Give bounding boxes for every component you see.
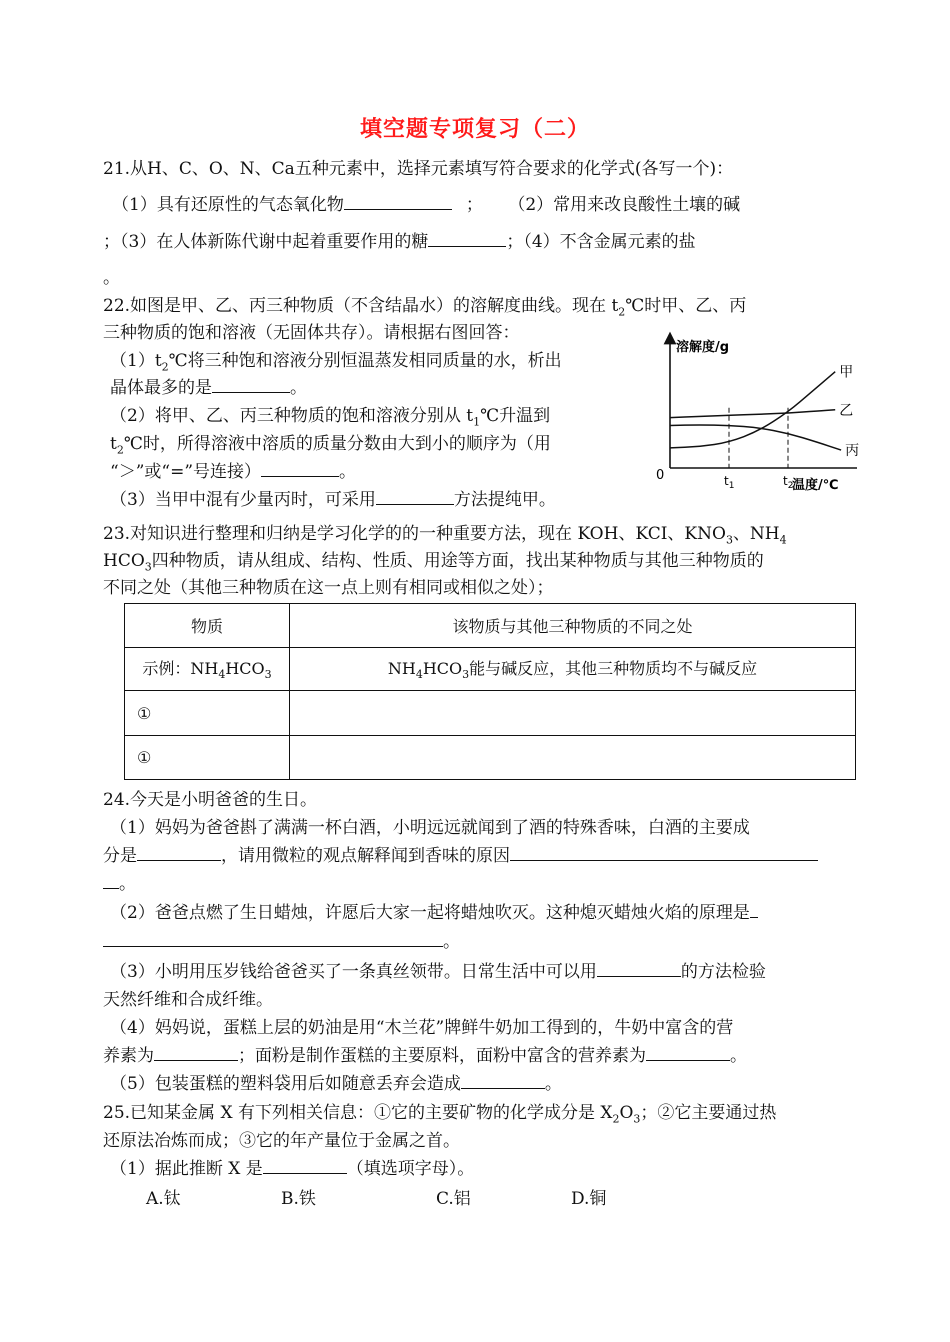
page-title: 填空题专项复习（二） <box>359 117 590 142</box>
q25-sub2: 3 <box>633 1112 641 1126</box>
q25-text-b: O <box>619 1103 634 1123</box>
option-a[interactable]: A.钛 <box>146 1189 181 1209</box>
example-substance: 示例：$NH_4HCO_3$ <box>125 648 290 691</box>
q22-p2-line1 <box>110 404 550 434</box>
origin-label: 0 <box>656 468 665 483</box>
q21-semicolon: ； <box>465 195 483 215</box>
q22-p1-line2 <box>110 376 307 400</box>
q22-p3-b: 方法提纯甲。 <box>453 490 556 510</box>
q24-blank2[interactable] <box>510 844 818 861</box>
q22-p2-d: ℃时，所得溶液中溶质的质量分数由大到小的顺序为（用 <box>123 434 551 454</box>
q24-p1-line3 <box>103 872 136 896</box>
series-line-2 <box>670 410 835 418</box>
q22-p2-a: （2）将甲、乙、丙三种物质的饱和溶液分别从 t <box>110 406 474 426</box>
q25-text-c: ；②它主要通过热 <box>640 1103 777 1123</box>
option-c[interactable]: C.铝 <box>436 1189 471 1209</box>
q21-stem: 21.从H、C、O、N、Ca五种元素中，选择元素填写符合要求的化学式(各写一个)： <box>103 159 734 179</box>
q25-options <box>146 1187 606 1211</box>
x-axis-label: 温度/℃ <box>792 478 839 493</box>
q25-line1 <box>103 1101 776 1131</box>
q21-blank1[interactable] <box>344 193 452 210</box>
table-row <box>125 691 856 736</box>
q22-p2-line2 <box>110 432 551 462</box>
q25-p1-line <box>110 1157 474 1181</box>
q24-blank1[interactable] <box>137 844 221 861</box>
q23-sub3: 3 <box>144 560 152 574</box>
q22-sub: 2 <box>618 305 626 319</box>
q22-p1-b: ℃将三种饱和溶液分别恒温蒸发相同质量的水，析出 <box>168 351 562 371</box>
q22-blank3[interactable] <box>376 488 454 505</box>
q25-blank1[interactable] <box>263 1157 347 1174</box>
q24-p4-line2 <box>103 1044 747 1068</box>
q24-p2-a: （2）爸爸点燃了生日蜡烛，许愿后大家一起将蜡烛吹灭。这种熄灭蜡烛火焰的原理是 <box>110 903 750 923</box>
q24-blank4[interactable] <box>597 960 681 977</box>
q24-p3-b: 的方法检验 <box>680 962 766 982</box>
q22-blank1[interactable] <box>212 376 290 393</box>
q24-p3-a: （3）小明用压岁钱给爸爸买了一条真丝领带。日常生活中可以用 <box>110 962 597 982</box>
q24-blank2-cont[interactable] <box>103 872 119 889</box>
q24-p4-d: 。 <box>730 1046 747 1066</box>
q24-p2-line1 <box>110 901 758 925</box>
q21-line1 <box>112 193 740 217</box>
q21-line2 <box>103 230 696 254</box>
q24-blank5[interactable] <box>154 1044 238 1061</box>
q22-p3-a: （3）当甲中混有少量丙时，可采用 <box>110 490 376 510</box>
q24-p3-line1 <box>110 960 766 984</box>
series-label-2: 乙 <box>839 402 854 419</box>
header-substance: 物质 <box>125 604 290 648</box>
q24-blank7[interactable] <box>461 1072 545 1089</box>
series-label-3: 丙 <box>845 443 860 460</box>
q21-blank2[interactable] <box>428 230 506 247</box>
q21-part4-text: ；（4）不含金属元素的盐 <box>506 232 696 252</box>
q24-blank3[interactable] <box>750 901 758 918</box>
row2-difference[interactable] <box>290 736 856 780</box>
table-header-row <box>125 604 856 648</box>
row1-substance[interactable]: ① <box>125 691 290 736</box>
q21-part1-text: （1）具有还原性的气态氧化物 <box>112 195 344 215</box>
q22-p2-sub: 1 <box>473 415 481 429</box>
q23-line1 <box>103 522 787 552</box>
q24-p1-c: ，请用微粒的观点解释闻到香味的原因 <box>221 846 510 866</box>
q22-p1-a: （1）t <box>110 351 162 371</box>
q23-text-a: 23.对知识进行整理和归纳是学习化学的的一种重要方法，现在 KOH、KCI、KNO <box>103 524 726 544</box>
q23-sub1: 3 <box>725 533 733 547</box>
series-line-1 <box>670 372 835 448</box>
q25-line2: 还原法冶炼而成；③它的年产量位于金属之首。 <box>103 1131 460 1151</box>
solubility-chart <box>652 326 867 496</box>
option-d[interactable]: D.铜 <box>571 1189 607 1209</box>
q24-p4-line1: （4）妈妈说，蛋糕上层的奶油是用“木兰花”牌鲜牛奶加工得到的，牛奶中富含的营 <box>110 1018 734 1038</box>
q24-p5-a: （5）包装蛋糕的塑料袋用后如随意丢弃会造成 <box>110 1074 461 1094</box>
q22-text-b: ℃时甲、乙、丙 <box>625 296 747 316</box>
header-difference: 该物质与其他三种物质的不同之处 <box>290 604 856 648</box>
q24-p1-d: 。 <box>119 874 136 894</box>
q22-p2-b: ℃升温到 <box>480 406 551 426</box>
option-b[interactable]: B.铁 <box>281 1189 316 1209</box>
q23-text-d: 四种物质，请从组成、结构、性质、用途等方面，找出某种物质与其他三种物质的 <box>151 551 764 571</box>
q22-p2-e: “＞”或“=”号连接） <box>110 462 262 482</box>
q23-line3: 不同之处（其他三种物质在这一点上则有相同或相似之处）； <box>103 578 554 598</box>
q23-table <box>124 603 856 780</box>
q22-p1-d: 。 <box>290 378 307 398</box>
q24-p1-b: 分是 <box>103 846 137 866</box>
q22-p2-line3 <box>110 460 356 484</box>
q24-stem: 24.今天是小明爸爸的生日。 <box>103 790 318 810</box>
example-difference: $NH_4HCO_3$能与碱反应，其他三种物质均不与碱反应 <box>290 648 856 691</box>
q21-part2-text: （2）常用来改良酸性土壤的碱 <box>516 195 741 215</box>
q21-line3: 。 <box>103 268 120 288</box>
q23-line2 <box>103 549 764 579</box>
q24-p2-line2 <box>103 930 460 954</box>
q22-p2-f: 。 <box>339 462 357 482</box>
q25-sub1: 2 <box>612 1112 620 1126</box>
y-axis-label: 溶解度/g <box>676 340 730 355</box>
q24-p2-b: 。 <box>443 932 460 952</box>
q24-p5-b: 。 <box>544 1074 562 1094</box>
q22-p1-sub: 2 <box>161 360 169 374</box>
row2-substance[interactable]: ① <box>125 736 290 780</box>
q22-p1-line1 <box>110 349 562 379</box>
x-tick-label-2: $t_2$ <box>783 474 794 491</box>
q24-p1-line1: （1）妈妈为爸爸斟了满满一杯白酒，小明远远就闻到了酒的特殊香味，白酒的主要成 <box>110 818 750 838</box>
q25-p1-b: （填选项字母）。 <box>346 1159 475 1179</box>
q23-sub2: 4 <box>779 533 787 547</box>
q24-blank3-cont[interactable] <box>103 930 443 947</box>
q22-text-a: 22.如图是甲、乙、丙三种物质（不含结晶水）的溶解度曲线。现在 t <box>103 296 619 316</box>
q22-line1 <box>103 294 746 324</box>
series-label-1: 甲 <box>839 364 854 381</box>
q22-line2: 三种物质的饱和溶液（无固体共存）。请根据右图回答： <box>103 323 520 343</box>
q24-p5-line <box>110 1072 562 1096</box>
q22-blank2[interactable] <box>261 460 339 477</box>
table-row-example <box>125 648 856 691</box>
q24-p4-b: 养素为 <box>103 1046 154 1066</box>
x-tick-label-1: $t_1$ <box>724 474 735 491</box>
row1-difference[interactable] <box>290 691 856 736</box>
q25-text-a: 25.已知某金属 X 有下列相关信息：①它的主要矿物的化学成分是 X <box>103 1103 613 1123</box>
q24-blank6[interactable] <box>646 1044 730 1061</box>
q24-p4-c: ；面粉是制作蛋糕的主要原料，面粉中富含的营养素为 <box>238 1046 646 1066</box>
table-row <box>125 736 856 780</box>
q24-p1-line2 <box>103 844 818 868</box>
q25-p1-a: （1）据此推断 X 是 <box>110 1159 263 1179</box>
q21-part3-text: ；（3）在人体新陈代谢中起着重要作用的糖 <box>103 232 429 252</box>
q23-text-b: 、NH <box>732 524 780 544</box>
q22-p3-line <box>110 488 556 512</box>
q22-p1-c: 晶体最多的是 <box>110 378 212 398</box>
q22-p2-c: t <box>110 434 117 454</box>
q23-text-c: HCO <box>103 551 145 571</box>
q24-p3-line2: 天然纤维和合成纤维。 <box>103 990 273 1010</box>
q22-p2-csub: 2 <box>116 443 124 457</box>
